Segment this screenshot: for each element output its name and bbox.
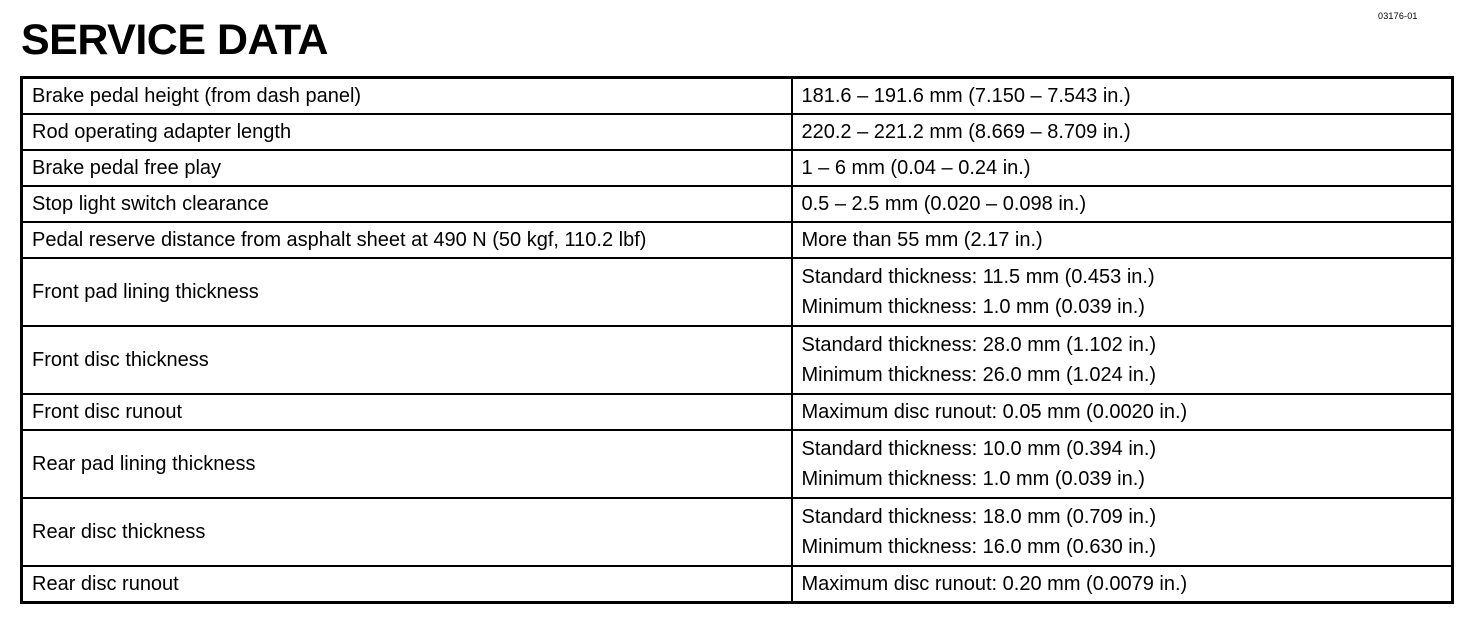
spec-item-cell: Stop light switch clearance (22, 186, 792, 222)
spec-value-line: Minimum thickness: 1.0 mm (0.039 in.) (801, 296, 1145, 318)
spec-value-line: Standard thickness: 11.5 mm (0.453 in.) (801, 266, 1155, 288)
spec-value-cell (792, 566, 1453, 603)
spec-item-cell: Rod operating adapter length (22, 114, 792, 150)
spec-value-line: More than 55 mm (2.17 in.) (801, 229, 1043, 251)
table-row (22, 498, 1453, 566)
spec-value-line: 220.2 – 221.2 mm (8.669 – 8.709 in.) (801, 121, 1131, 143)
spec-value-cell (792, 498, 1453, 566)
table-row (22, 150, 1453, 186)
table-row (22, 566, 1453, 603)
spec-item-cell: Rear pad lining thickness (22, 430, 792, 498)
document-code: 03176-01 (1378, 11, 1418, 21)
spec-value-cell (792, 258, 1453, 326)
table-row (22, 114, 1453, 150)
spec-item-cell: Brake pedal free play (22, 150, 792, 186)
spec-item-cell: Front disc runout (22, 394, 792, 430)
spec-item-cell: Brake pedal height (from dash panel) (22, 78, 792, 115)
table-row (22, 394, 1453, 430)
service-data-table-body (22, 78, 1453, 603)
spec-value-cell (792, 150, 1453, 186)
table-row (22, 186, 1453, 222)
spec-value-line: Minimum thickness: 16.0 mm (0.630 in.) (801, 536, 1157, 558)
table-row (22, 258, 1453, 326)
spec-value-line: Minimum thickness: 1.0 mm (0.039 in.) (801, 468, 1145, 490)
spec-value-cell (792, 114, 1453, 150)
page-title: SERVICE DATA (21, 16, 328, 64)
spec-value-cell (792, 222, 1453, 258)
table-row (22, 430, 1453, 498)
spec-value-cell (792, 186, 1453, 222)
spec-value-line: Standard thickness: 10.0 mm (0.394 in.) (801, 438, 1157, 460)
spec-value-cell (792, 78, 1453, 115)
service-data-table (20, 76, 1454, 604)
spec-value-line: Standard thickness: 28.0 mm (1.102 in.) (801, 334, 1157, 356)
spec-value-line: Maximum disc runout: 0.20 mm (0.0079 in.) (801, 573, 1188, 595)
spec-value-cell (792, 326, 1453, 394)
spec-value-line: Standard thickness: 18.0 mm (0.709 in.) (801, 506, 1157, 528)
table-row (22, 78, 1453, 115)
spec-item-cell: Front pad lining thickness (22, 258, 792, 326)
spec-value-cell (792, 394, 1453, 430)
spec-value-line: Maximum disc runout: 0.05 mm (0.0020 in.) (801, 401, 1188, 423)
spec-value-cell (792, 430, 1453, 498)
spec-value-line: 181.6 – 191.6 mm (7.150 – 7.543 in.) (801, 85, 1131, 107)
table-row (22, 222, 1453, 258)
spec-value-line: Minimum thickness: 26.0 mm (1.024 in.) (801, 364, 1157, 386)
spec-item-cell: Rear disc thickness (22, 498, 792, 566)
spec-item-cell: Rear disc runout (22, 566, 792, 603)
spec-value-line: 1 – 6 mm (0.04 – 0.24 in.) (801, 157, 1031, 179)
spec-value-line: 0.5 – 2.5 mm (0.020 – 0.098 in.) (801, 193, 1087, 215)
table-row (22, 326, 1453, 394)
spec-item-cell: Pedal reserve distance from asphalt sheet at 490 N (50 kgf, 110.2 lbf) (22, 222, 792, 258)
spec-item-cell: Front disc thickness (22, 326, 792, 394)
